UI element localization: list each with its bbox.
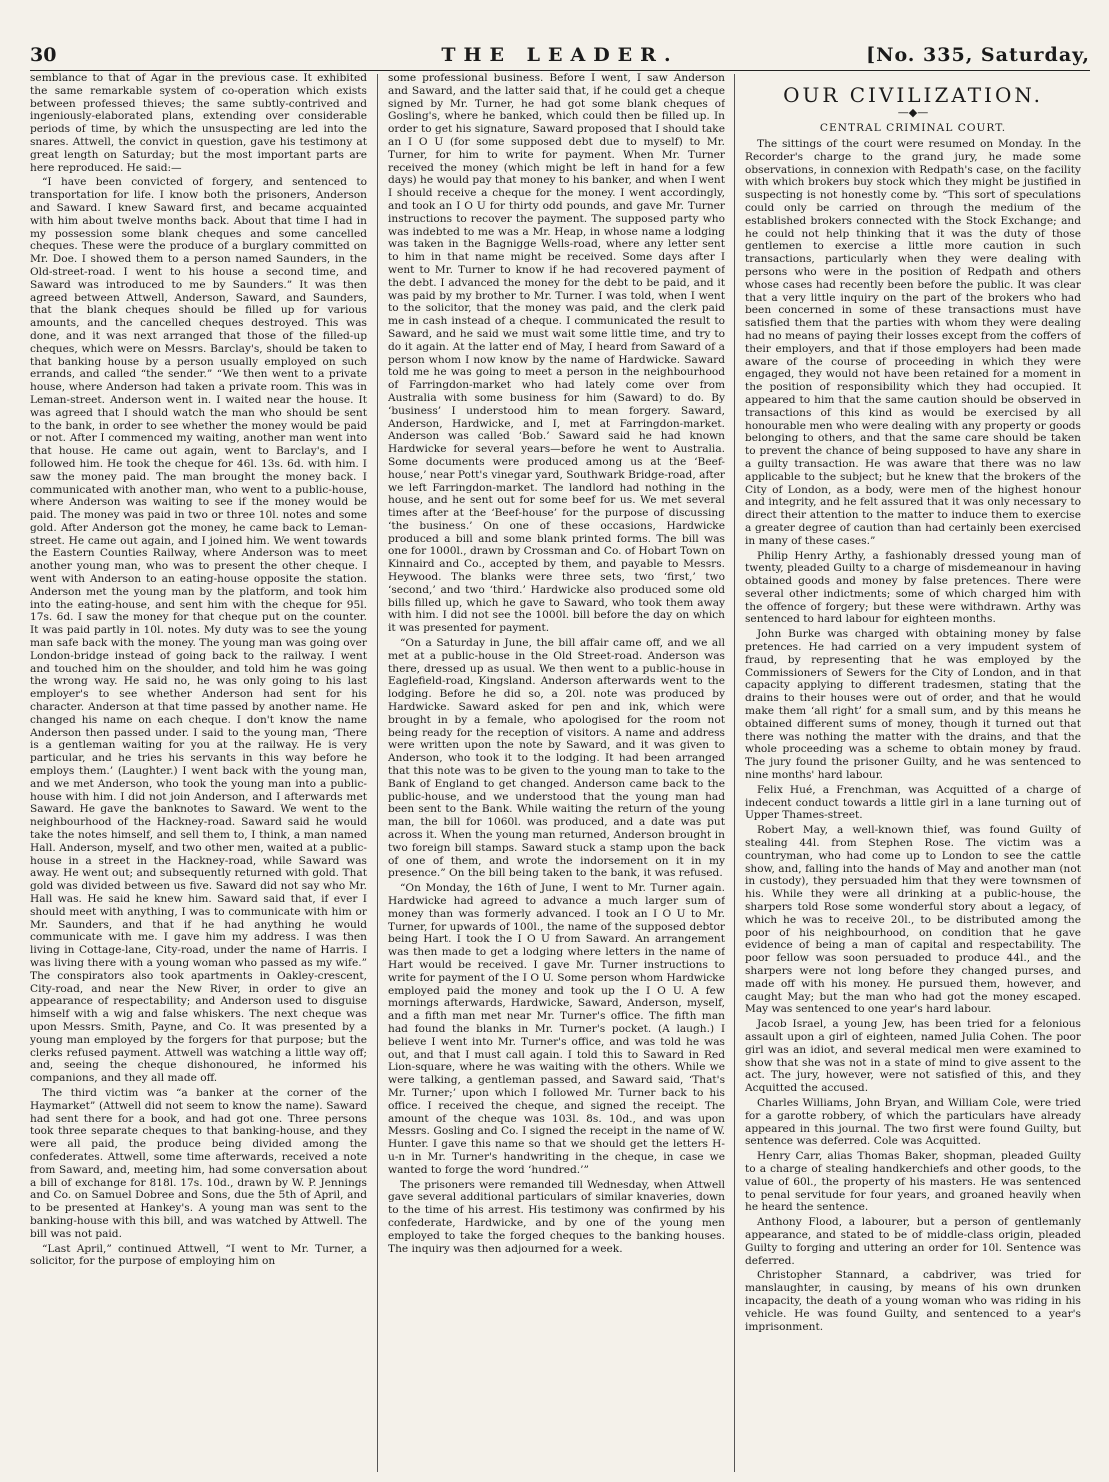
issue-info: [No. 335, Saturday, (866, 44, 1090, 66)
article-paragraph: The prisoners were remanded till Wednesday, when Attwell gave several additional particulars of similar knaveries, down to the time of his arrest. His testimony was confirmed by his confederate, Hardwicke, and by one of the young men employed to take the forged cheques to the banking houses. The inquiry was then adjourned for a week. (388, 1178, 725, 1255)
column-divider (734, 74, 735, 1472)
article-paragraph: John Burke was charged with obtaining money by false pretences. He had carried on a very impudent system of fraud, by representing that he was employed by the Commissioners of Sewers for the City of London, and in that capacity applying to different tradesmen, stating that the drains to their houses were out of order, and that he would make them ‘all right’ for a small sum, and by this means he obtained different sums of money, though it turned out that there was nothing the matter with the drains, and that the whole proceeding was a scheme to obtain money by fraud. The jury found the prisoner Guilty, and he was sentenced to nine months' hard labour. (745, 628, 1081, 782)
page-number: 30 (30, 44, 57, 66)
article-paragraph: some professional business. Before I went, I saw Anderson and Saward, and the latter said that, if he could get a cheque signed by Mr. Turner, he had got some blank cheques of Gosling's, where he banked, which could then be filled up. In order to get his signature, Saward proposed that I should take an I O U (for some supposed debt due to myself) to Mr. Turner, for him to write for payment. When Mr. Turner received the money (which might be left in hand for a few days) he would pay that money to his banker, and when I went I should receive a cheque for the money. I went accordingly, and took an I O U for thirty odd pounds, and gave Mr. Turner instructions to recover the payment. The supposed party who was indebted to me was a Mr. Heap, in whose name a lodging was taken in the Bagnigge Wells-road, where any letter sent to him in that name might be received. Some days after I went to Mr. Turner to know if he had recovered payment of the debt. I advanced the money for the debt to be paid, and it was paid by my brother to Mr. Turner. I was told, when I went to the solicitor, that the money was paid, and the clerk paid me in cash instead of a cheque. I communicated the result to Saward, and he said we must wait some little time, and try to do it again. At the latter end of May, I heard from Saward of a person whom I now know by the name of Hardwicke. Saward told me he was going to meet a person in the neighbourhood of Farringdon-market who had lately come over from Australia with some business for him (Saward) to do. By ‘business’ I understood him to mean forgery. Saward, Anderson, Hardwicke, and I, met at Farringdon-market. Anderson was called ‘Bob.’ Saward said he had known Hardwicke for several years—before he went to Australia. Some documents were produced among us at the ‘Beef-house,’ near Pott's vinegar yard, Southwark Bridge-road, after we left Farringdon-market. The landlord had nothing in the house, and he sent out for some beef for us. We met several times after at the ‘Beef-house’ for the purpose of discussing ‘the business.’ On one of these occasions, Hardwicke produced a bill and some blank printed forms. The bill was one for 1000l., drawn by Crossman and Co. of Hobart Town on Kinnaird and Co., accepted by them, and payable to Messrs. Heywood. The blanks were three sets, two ‘first,’ two ‘second,’ and two ‘third.’ Hardwicke also produced some old bills filled up, which he gave to Saward, who took them away with him. I did not see the 1000l. bill before the day on which it was presented for payment. (388, 72, 725, 635)
article-paragraph: Robert May, a well-known thief, was found Guilty of stealing 44l. from Stephen Rose. The victim was a countryman, who had come up to London to see the cattle show, and, falling into the hands of May and another man (not in custody), they persuaded him that they were townsmen of his. While they were all drinking at a public-house, the sharpers told Rose some wonderful story about a legacy, of which he was to receive 20l., to be distributed among the poor of his neighbourhood, on condition that he gave evidence of being a man of capital and respectability. The poor fellow was soon persuaded to produce 44l., and the sharpers were not long before they changed purses, and made off with his money. He pursued them, however, and caught May; but the man who had got the money escaped. May was sentenced to one year's hard labour. (745, 824, 1081, 1016)
ornament-divider: —◆— (897, 106, 929, 119)
article-paragraph: “Last April,” continued Attwell, “I went to Mr. Turner, a solicitor, for the purpose of employing him on (30, 1242, 367, 1268)
column-divider (377, 74, 378, 1472)
article-paragraph: Felix Hué, a Frenchman, was Acquitted of a charge of indecent conduct towards a little girl in a lane turning out of Upper Thames-street. (745, 783, 1081, 822)
column-2 (388, 72, 725, 1472)
column-3 (745, 72, 1081, 1472)
article-paragraph: Philip Henry Arthy, a fashionably dressed young man of twenty, pleaded Guilty to a charge of misdemeanour in having obtained goods and money by false pretences. There were several other indictments; some of which charged him with the offence of forgery; but these were withdrawn. Arthy was sentenced to hard labour for eighteen months. (745, 549, 1081, 626)
article-paragraph: The sittings of the court were resumed on Monday. In the Recorder's charge to the grand jury, he made some observations, in connexion with Redpath's case, on the facility with which brokers buy stock which they might be justified in suspecting is not honestly come by. “This sort of speculations could only be carried on through the medium of the established brokers connected with the Stock Exchange; and he could not help thinking that it was the duty of those gentlemen to exercise a little more caution in such transactions, particularly when they were dealing with persons who were in the position of Redpath and others whose cases had recently been before the public. It was clear that a very little inquiry on the part of the brokers who had been concerned in some of these transactions must have satisfied them that the parties with whom they were dealing had no means of paying their losses except from the coffers of their employers, and that if those employers had been made aware of the course of proceeding in which they were engaged, they would not have been retained for a moment in the position of responsibility which they had occupied. It appeared to him that the same caution should be observed in transactions of this kind as would be exercised by all honourable men who were dealing with any property or goods belonging to others, and that the same care should be taken to prevent the chance of being supposed to have any share in a guilty transaction. He was aware that there was no law applicable to the subject; but he knew that the brokers of the City of London, as a body, were men of the highest honour and integrity, and he felt assured that it was only necessary to direct their attention to the matter to induce them to exercise a greater degree of caution than had certainly been exercised in many of these cases.” (745, 138, 1081, 547)
column-1 (30, 72, 367, 1472)
page-header (30, 44, 1090, 71)
article-paragraph: Christopher Stannard, a cabdriver, was tried for manslaughter, in causing, by means of his own drunken incapacity, the death of a young woman who was riding in his vehicle. He was found Guilty, and sentenced to a year's imprisonment. (745, 1269, 1081, 1333)
section-title: OUR CIVILIZATION. (783, 83, 1043, 107)
section-subheading: CENTRAL CRIMINAL COURT. (819, 122, 1007, 134)
masthead-title: THE LEADER. (441, 44, 679, 66)
article-paragraph: semblance to that of Agar in the previous case. It exhibited the same remarkable system of co-operation which exists between professed thieves; the same subtly-contrived and ingeniously-elaborated plans, extending over considerable periods of time, by which the unsuspecting are led into the snares. Attwell, the convict in question, gave his testimony at great length on Saturday; but the most important parts are here reproduced. He said:— (30, 72, 367, 174)
article-paragraph: “On Monday, the 16th of June, I went to Mr. Turner again. Hardwicke had agreed to advance a much larger sum of money than was formerly advanced. I took an I O U to Mr. Turner, for upwards of 100l., the name of the supposed debtor being Hart. I took the I O U from Saward. An arrangement was then made to get a lodging where letters in the name of Hart would be received. I gave Mr. Turner instructions to write for payment of the I O U. Some person whom Hardwicke employed paid the money and took up the I O U. A few mornings afterwards, Hardwicke, Saward, Anderson, myself, and a fifth man met near Mr. Turner's office. The fifth man had found the blanks in Mr. Turner's pocket. (A laugh.) I believe I went into Mr. Turner's office, and was told he was out, and that I must call again. I told this to Saward in Red Lion-square, where he was waiting with the others. While we were talking, a gentleman passed, and Saward said, ‘That's Mr. Turner;’ upon which I followed Mr. Turner back to his office. I received the cheque, and signed the receipt. The amount of the cheque was 103l. 8s. 10d., and was upon Messrs. Gosling and Co. I signed the receipt in the name of W. Hunter. I gave this name so that we should get the letters H-u-n in Mr. Turner's handwriting in the cheque, in case we wanted to forge the word ‘hundred.’” (388, 882, 725, 1176)
article-paragraph: Anthony Flood, a labourer, but a person of gentlemanly appearance, and stated to be of middle-class origin, pleaded Guilty to forging and uttering an order for 10l. Sentence was deferred. (745, 1216, 1081, 1267)
article-paragraph: Jacob Israel, a young Jew, has been tried for a felonious assault upon a girl of eighteen, named Julia Cohen. The poor girl was an idiot, and several medical men were examined to show that she was not in a state of mind to give assent to the act. The jury, however, were not satisfied of this, and they Acquitted the accused. (745, 1018, 1081, 1095)
article-paragraph: The third victim was “a banker at the corner of the Haymarket” (Attwell did not seem to know the name). Saward had sent there for a book, and had got one. Three persons took three separate cheques to that banking-house, and they were all paid, the produce being divided among the confederates. Attwell, some time afterwards, received a note from Saward, and, meeting him, had some conversation about a bill of exchange for 818l. 17s. 10d., drawn by W. P. Jennings and Co. on Samuel Dobree and Sons, due the 5th of April, and to be presented at Hankey's. A young man was sent to the banking-house with this bill, and was watched by Attwell. The bill was not paid. (30, 1086, 367, 1240)
article-paragraph: Charles Williams, John Bryan, and William Cole, were tried for a garotte robbery, of which the particulars have already appeared in this journal. The two first were found Guilty, but sentence was deferred. Cole was Acquitted. (745, 1096, 1081, 1148)
article-paragraph: Henry Carr, alias Thomas Baker, shopman, pleaded Guilty to a charge of stealing handkerchiefs and other goods, to the value of 60l., the property of his masters. He was sentenced to penal servitude for four years, and groaned heavily when he heard the sentence. (745, 1150, 1081, 1214)
article-paragraph: “I have been convicted of forgery, and sentenced to transportation for life. I know both the prisoners, Anderson and Saward. I knew Saward first, and became acquainted with him about twelve months back. About that time I had in my possession some blank cheques and some cancelled cheques. These were the produce of a burglary committed on Mr. Doe. I showed them to a person named Saunders, in the Old-street-road. I went to his house a second time, and Saward was introduced to me by Saunders.” It was then agreed between Attwell, Anderson, Saward, and Saunders, that the blank cheques should be filled up for various amounts, and the cancelled cheques destroyed. This was done, and it was next arranged that those of the filled-up cheques, which were on Messrs. Barclay's, should be taken to that banking house by a person usually employed on such errands, and called “the sender.” “We then went to a private house, where Anderson had taken a private room. This was in Leman-street. Anderson went in. I waited near the house. It was agreed that I should watch the man who should be sent to the bank, in order to see whether the money would be paid or not. After I commenced my waiting, another man went into that house. He came out again, went to Barclay's, and I followed him. He took the cheque for 46l. 13s. 6d. with him. I saw the money paid. The man brought the money back. I communicated with another man, who went to a public-house, where Anderson was waiting to see if the money would be paid. The money was paid in two or three 10l. notes and some gold. After Anderson got the money, he came back to Leman-street. He came out again, and I joined him. We went towards the Eastern Counties Railway, where Anderson was to meet another young man, who was to present the other cheque. I went with Anderson to an eating-house opposite the station. Anderson met the young man by the platform, and took him into the eating-house, and sent him with the cheque for 95l. 17s. 6d. I saw the money for that cheque put on the counter. It was paid partly in 10l. notes. My duty was to see the young man safe back with the money. The young man was going over London-bridge instead of going back to the railway. I went and touched him on the shoulder, and told him he was going the wrong way. He said no, he was only going to his last employer's to see whether Anderson had sent for his character. Anderson at that time passed by another name. He changed his name on each cheque. I don't know the name Anderson then passed under. I said to the young man, ‘There is a gentleman waiting for you at the railway. He is very particular, and he tries his servants in this way before he employs them.’ (Laughter.) I went back with the young man, and we met Anderson, who took the young man into a public-house with him. I did not join Anderson, and I afterwards met Saward. He gave the banknotes to Saward. We went to the neighbourhood of the Hackney-road. Saward said he would take the notes himself, and sell them to, I think, a man named Hall. Anderson, myself, and two other men, waited at a public-house in a street in the Hackney-road, while Saward was away. He went out; and subsequently returned with gold. That gold was divided between us five. Saward did not say who Mr. Hall was. He said he knew him. Saward said that, if ever I should meet with anything, I was to communicate with him or Mr. Saunders, and that if he had anything he would communicate with me. I gave him my address. I was then living in Cottage-lane, City-road, under the name of Harris. I was living there with a young woman who passed as my wife.” The conspirators also took apartments in Oakley-crescent, City-road, and near the New River, in order to give an appearance of respectability; and Anderson used to disguise himself with a wig and false whiskers. The next cheque was upon Messrs. Smith, Payne, and Co. It was presented by a young man employed by the forgers for that purpose; but the clerks refused payment. Attwell was watching a little way off; and, seeing the cheque dishonoured, he informed his companions, and they all made off. (30, 176, 367, 1085)
article-paragraph: “On a Saturday in June, the bill affair came off, and we all met at a public-house in the Old Street-road. Anderson was there, dressed up as usual. We then went to a public-house in Eaglefield-road, Kingsland. Anderson afterwards went to the lodging. Before he did so, a 20l. note was produced by Hardwicke. Saward asked for pen and ink, which were brought in by a female, who apologised for the room not being ready for the reception of visitors. A name and address were written upon the note by Saward, and it was given to Anderson, who took it to the lodging. It had been arranged that this note was to be given to the young man to take to the Bank of England to get changed. Anderson came back to the public-house, and we understood that the young man had been sent to the Bank. While waiting the return of the young man, the bill for 1060l. was produced, and a date was put across it. When the young man returned, Anderson brought in two foreign bill stamps. Saward stuck a stamp upon the back of one of them, and wrote the indorsement on it in my presence.” On the bill being taken to the bank, it was refused. (388, 637, 725, 880)
